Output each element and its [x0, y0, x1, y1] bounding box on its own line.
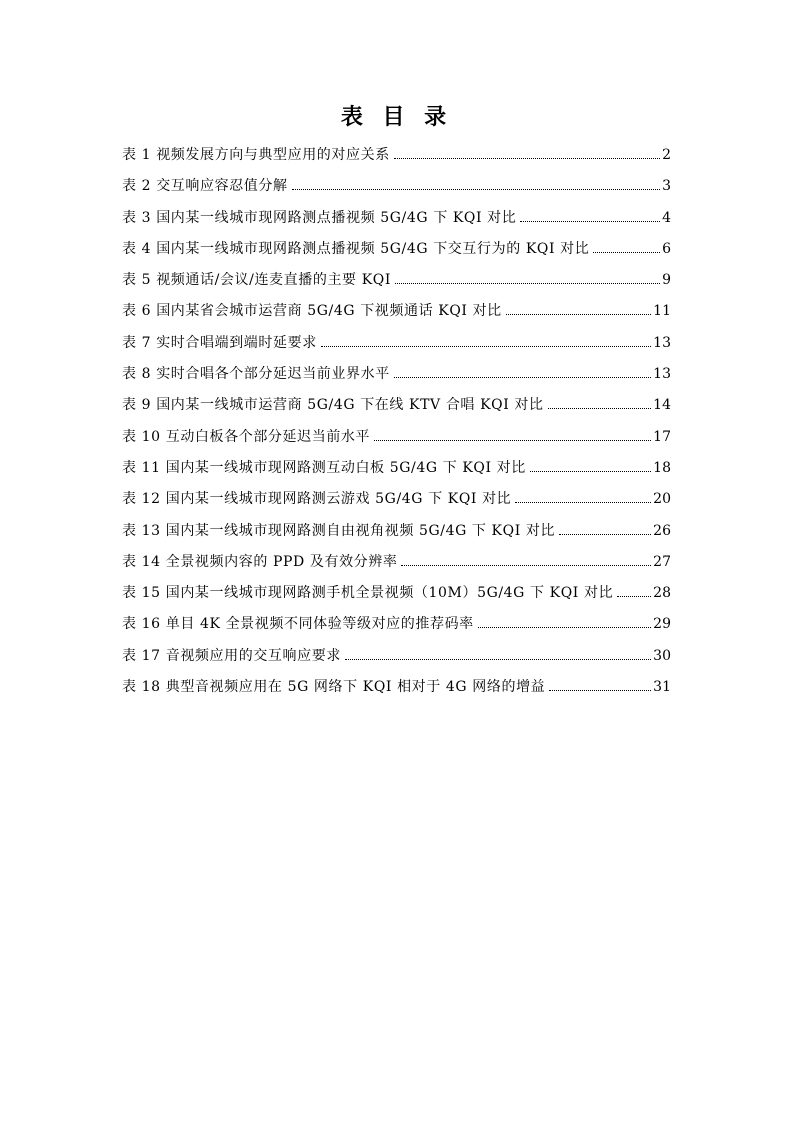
toc-entry-page: 3: [662, 178, 671, 195]
toc-entry-title: 表 15 国内某一线城市现网路测手机全景视频（10M）5G/4G 下 KQI 对比: [122, 585, 614, 602]
toc-entry-title: 表 9 国内某一线城市运营商 5G/4G 下在线 KTV 合唱 KQI 对比: [122, 397, 544, 414]
toc-entry-page: 28: [653, 585, 671, 602]
toc-entry[interactable]: [122, 268, 671, 299]
toc-entry-page: 31: [653, 679, 671, 696]
toc-entry[interactable]: [122, 331, 671, 362]
toc-leader-dots: [515, 487, 651, 503]
toc-leader-dots: [345, 644, 651, 660]
toc-entry[interactable]: [122, 393, 671, 424]
toc-leader-dots: [520, 206, 660, 222]
toc-leader-dots: [374, 425, 651, 441]
toc-entry-page: 20: [653, 491, 671, 508]
toc-entry-title: 表 4 国内某一线城市现网路测点播视频 5G/4G 下交互行为的 KQI 对比: [122, 240, 590, 257]
toc-entry-title: 表 7 实时合唱端到端时延要求: [122, 334, 317, 351]
toc-entry[interactable]: [122, 299, 671, 330]
toc-entry-page: 26: [653, 522, 671, 539]
toc-entry-page: 18: [653, 459, 671, 476]
toc-entry-title: 表 17 音视频应用的交互响应要求: [122, 647, 341, 664]
toc-entry[interactable]: [122, 425, 671, 456]
toc-entry-page: 4: [662, 209, 671, 226]
toc-leader-dots: [394, 143, 660, 159]
toc-leader-dots: [321, 331, 651, 347]
toc-entry-title: 表 11 国内某一线城市现网路测互动白板 5G/4G 下 KQI 对比: [122, 459, 526, 476]
toc-entry-page: 6: [662, 240, 671, 257]
toc-entry[interactable]: [122, 174, 671, 205]
toc-entry-title: 表 6 国内某省会城市运营商 5G/4G 下视频通话 KQI 对比: [122, 303, 502, 320]
toc-entry-page: 13: [653, 334, 671, 351]
toc-entry-title: 表 1 视频发展方向与典型应用的对应关系: [122, 147, 390, 163]
toc-entry-page: 9: [662, 272, 671, 289]
toc-leader-dots: [292, 174, 660, 190]
toc-entry-page: 17: [653, 428, 671, 445]
toc-entry[interactable]: [122, 143, 671, 174]
toc-leader-dots: [549, 675, 651, 691]
toc-entry-page: 30: [653, 647, 671, 664]
toc-entry-title: 表 5 视频通话/会议/连麦直播的主要 KQI: [122, 272, 391, 289]
toc-entry[interactable]: [122, 519, 671, 550]
toc-entry-title: 表 12 国内某一线城市现网路测云游戏 5G/4G 下 KQI 对比: [122, 491, 512, 508]
toc-entry-title: 表 16 单目 4K 全景视频不同体验等级对应的推荐码率: [122, 616, 474, 633]
toc-entry[interactable]: [122, 675, 671, 706]
toc-entry-page: 13: [653, 366, 671, 383]
toc-entry[interactable]: [122, 550, 671, 581]
toc-entry[interactable]: [122, 206, 671, 237]
toc-entry[interactable]: [122, 487, 671, 518]
toc-entry-page: 29: [653, 616, 671, 633]
toc-entry-page: 11: [653, 303, 671, 320]
toc-entry-page: 14: [653, 397, 671, 414]
toc-entry-title: 表 2 交互响应容忍值分解: [122, 178, 288, 195]
toc-leader-dots: [401, 550, 651, 566]
toc-leader-dots: [617, 581, 651, 597]
toc-leader-dots: [548, 393, 652, 409]
toc-leader-dots: [395, 268, 660, 284]
toc-entry[interactable]: [122, 612, 671, 643]
toc-entry-title: 表 10 互动白板各个部分延迟当前水平: [122, 428, 371, 445]
toc-entry-title: 表 8 实时合唱各个部分延迟当前业界水平: [122, 366, 390, 383]
toc-leader-dots: [478, 612, 651, 628]
toc-entry-title: 表 3 国内某一线城市现网路测点播视频 5G/4G 下 KQI 对比: [122, 209, 517, 226]
table-of-contents: [122, 143, 671, 706]
toc-entry-page: 2: [662, 147, 671, 163]
toc-leader-dots: [559, 519, 651, 535]
toc-entry[interactable]: [122, 237, 671, 268]
toc-leader-dots: [593, 237, 660, 253]
toc-leader-dots: [506, 299, 651, 315]
toc-entry[interactable]: [122, 456, 671, 487]
toc-entry-title: 表 18 典型音视频应用在 5G 网络下 KQI 相对于 4G 网络的增益: [122, 679, 546, 696]
toc-entry-page: 27: [653, 553, 671, 570]
toc-entry[interactable]: [122, 581, 671, 612]
toc-entry[interactable]: [122, 644, 671, 675]
page-title: 表 目 录: [340, 105, 453, 130]
toc-leader-dots: [394, 362, 651, 378]
toc-entry-title: 表 14 全景视频内容的 PPD 及有效分辨率: [122, 553, 398, 570]
toc-leader-dots: [530, 456, 651, 472]
toc-entry[interactable]: [122, 362, 671, 393]
toc-entry-title: 表 13 国内某一线城市现网路测自由视角视频 5G/4G 下 KQI 对比: [122, 522, 556, 539]
